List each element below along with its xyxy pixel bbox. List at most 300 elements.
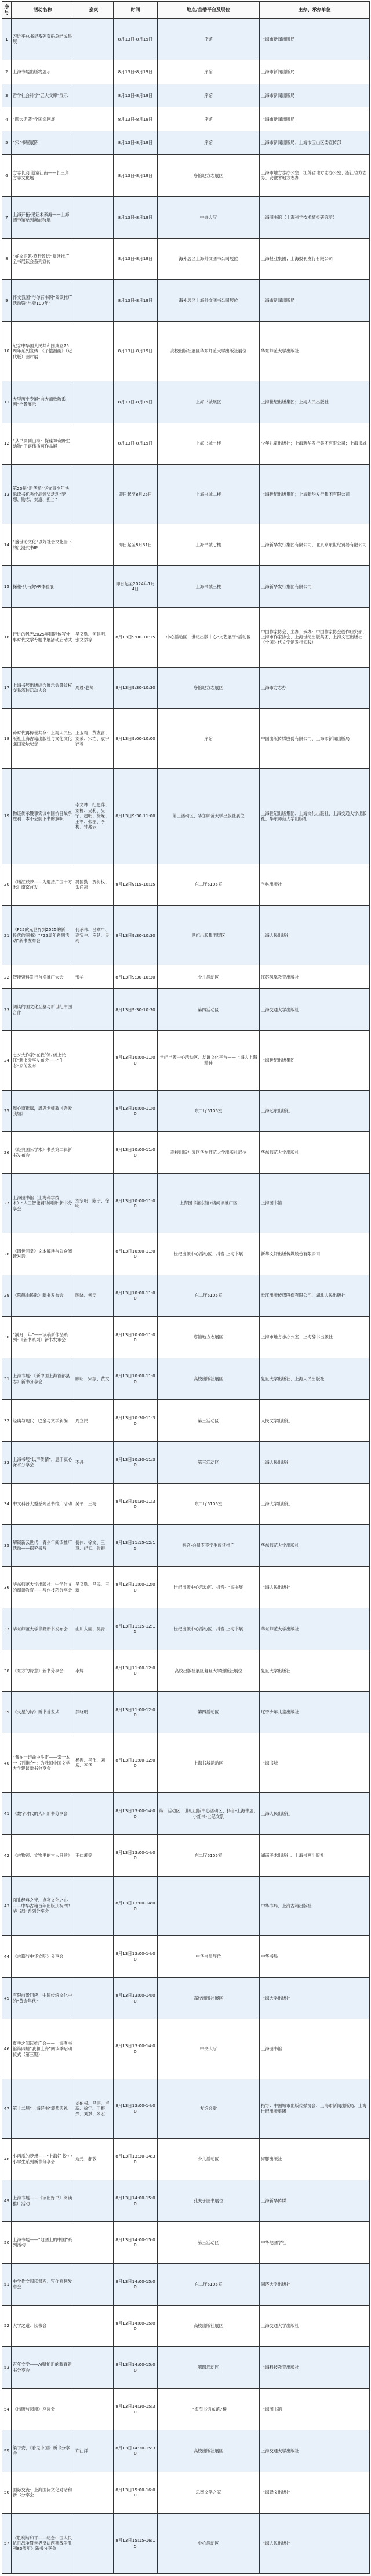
cell-index: 11 xyxy=(2,381,12,423)
cell-time: 8月13日13:00-14:00 xyxy=(114,2079,158,2138)
cell-organizers: 中华书局 xyxy=(260,1936,370,1978)
table-row xyxy=(2,2513,370,2573)
cell-venue: 序馆 xyxy=(158,19,260,60)
cell-venue: 中心活动区、世纪出版中心“文艺展厅”活动区 xyxy=(158,607,260,667)
cell-event-name: “四大名著”全国巡回展 xyxy=(12,107,74,131)
cell-organizers: 上海人民出版社 xyxy=(260,905,370,965)
cell-guests: 吴平、王海 xyxy=(74,1483,114,1525)
cell-time: 8月13日10:00-11:00 xyxy=(114,1090,158,1132)
cell-guests xyxy=(74,2347,114,2389)
cell-venue: 少儿活动区 xyxy=(158,2138,260,2180)
table-row xyxy=(2,2430,370,2472)
table-row xyxy=(2,2263,370,2305)
cell-organizers: 上海书城 xyxy=(260,1733,370,1793)
cell-index: 45 xyxy=(2,1978,12,2019)
cell-organizers: 华东师范大学出版社 xyxy=(260,1525,370,1567)
cell-time: 即日起至8月31日 xyxy=(114,524,158,566)
table-row xyxy=(2,2472,370,2513)
cell-event-name: 周心窗推廓，周思老师教《吾爱我城》 xyxy=(12,1090,74,1132)
cell-time: 8月13日-8月19日 xyxy=(114,107,158,131)
cell-venue: 第一活动区、世纪出版中心活动区、抖音-上海书展、小红书-世纪文景 xyxy=(158,1793,260,1835)
cell-index: 56 xyxy=(2,2472,12,2513)
cell-venue: 第四活动区 xyxy=(158,1691,260,1733)
cell-time: 8月13日10:00-11:00 xyxy=(114,1233,158,1275)
table-row xyxy=(2,196,370,238)
cell-event-name: 《数字时代的人》新书分享会 xyxy=(12,1793,74,1835)
cell-index: 38 xyxy=(2,1650,12,1691)
cell-event-name: 《东方的诗意》新书分享会 xyxy=(12,1650,74,1691)
cell-index: 41 xyxy=(2,1793,12,1835)
cell-organizers: 少年儿童出版社；上海新华发行集团有限公司；上海书城 xyxy=(260,423,370,464)
cell-index: 4 xyxy=(2,107,12,131)
cell-organizers: 上海世纪出版集团 xyxy=(260,1030,370,1090)
cell-time: 8月13日9:30-10:30 xyxy=(114,965,158,989)
cell-guests xyxy=(74,2019,114,2079)
cell-organizers: 上海市新闻出版局 xyxy=(260,280,370,322)
cell-index: 24 xyxy=(2,1030,12,1090)
cell-venue xyxy=(158,1876,260,1936)
cell-event-name: “盛世论文化”以好社会文化当下的沉浸式书IP xyxy=(12,524,74,566)
cell-venue: 第三活动区 xyxy=(158,1400,260,1442)
table-row xyxy=(2,2138,370,2180)
cell-event-name: 上海书展——“地图上的中国”系列活动 xyxy=(12,2222,74,2264)
cell-index: 12 xyxy=(2,423,12,464)
table-row xyxy=(2,524,370,566)
cell-index: 13 xyxy=(2,464,12,524)
cell-guests xyxy=(74,2472,114,2513)
table-row xyxy=(2,2180,370,2222)
table-row xyxy=(2,965,370,989)
cell-venue: 序馆 xyxy=(158,60,260,84)
cell-guests xyxy=(74,2389,114,2430)
cell-venue: 抖音-会员专享学生阅读推广 xyxy=(158,1525,260,1567)
cell-organizers: 上海报业集团；上海报刊发行有限公司 xyxy=(260,238,370,280)
cell-organizers: 中华书局、上海古籍出版社 xyxy=(260,1876,370,1936)
table-row xyxy=(2,1358,370,1400)
cell-time: 8月13日11:00-12:00 xyxy=(114,1567,158,1608)
cell-event-name: 上海书展：《新中国上海首部县志》新书分享会 xyxy=(12,1358,74,1400)
table-row xyxy=(2,607,370,667)
cell-time: 8月13日9:30-11:00 xyxy=(114,769,158,864)
cell-guests: 詹元、郝敬 xyxy=(74,2138,114,2180)
cell-guests: 王玉梅、黄友富、刘荣、宋浩、袁宇泽等 xyxy=(74,709,114,769)
table-row xyxy=(2,905,370,965)
cell-time: 8月13日-8月19日 xyxy=(114,19,158,60)
cell-time: 8月13日10:30-11:30 xyxy=(114,1400,158,1442)
cell-venue: 上海书城七楼 xyxy=(158,524,260,566)
cell-index: 8 xyxy=(2,238,12,280)
cell-event-name: 《经典国际学术》书系第二辑新书发布会 xyxy=(12,1132,74,1174)
cell-guests xyxy=(74,131,114,155)
cell-index: 5 xyxy=(2,131,12,155)
cell-organizers: 江苏凤凰教育出版社 xyxy=(260,965,370,989)
cell-time: 8月13日-8月19日 xyxy=(114,238,158,280)
cell-guests xyxy=(74,1793,114,1835)
cell-event-name: 七夕大作家“在我的时候上长江”新书分享发布会——“生态”家的发布 xyxy=(12,1030,74,1090)
cell-guests: 何承伟、吕章申、高宝生、应延、吴莉 xyxy=(74,905,114,965)
cell-guests: 陈晓、何雯 xyxy=(74,1275,114,1316)
cell-guests: 冯国勤、贾树枚、朱尚惠 xyxy=(74,864,114,905)
table-row xyxy=(2,464,370,524)
cell-time: 8月13日11:15-12:15 xyxy=(114,1525,158,1567)
cell-organizers: 上海世纪出版集团；上海新华发行集团有限公司 xyxy=(260,464,370,524)
cell-time: 8月13日-8月19日 xyxy=(114,131,158,155)
cell-guests xyxy=(74,524,114,566)
cell-index: 23 xyxy=(2,989,12,1031)
cell-event-name: 上海书展“以声传情”，思于真心深水分享会 xyxy=(12,1441,74,1483)
cell-time: 8月13日-8月19日 xyxy=(114,322,158,381)
table-row xyxy=(2,2305,370,2347)
cell-organizers: 长江出版传媒股份有限公司、湖北人民出版社 xyxy=(260,1275,370,1316)
cell-time: 8月13日9:00-10:15 xyxy=(114,607,158,667)
table-row xyxy=(2,1483,370,1525)
cell-guests xyxy=(74,423,114,464)
cell-index: 2 xyxy=(2,60,12,84)
cell-time: 8月13日13:00-14:00 xyxy=(114,1834,158,1876)
cell-time: 8月13日11:00-12:00 xyxy=(114,1650,158,1691)
cell-event-name: 《火星的诗》新书首发式 xyxy=(12,1691,74,1733)
cell-event-name: 面孔经典之光、点亮文化之心——中华古籍百年出版庆祝“中华书局”系列分享会 xyxy=(12,1876,74,1936)
cell-index: 37 xyxy=(2,1608,12,1650)
cell-index: 3 xyxy=(2,84,12,107)
header-index: 序号 xyxy=(2,2,12,19)
cell-event-name: 智能资料发行首发推广大会 xyxy=(12,965,74,989)
cell-organizers: 上海交通大学出版社 xyxy=(260,2305,370,2347)
table-row xyxy=(2,238,370,280)
cell-time: 8月13日10:00-11:00 xyxy=(114,1316,158,1358)
cell-guests xyxy=(74,2305,114,2347)
cell-organizers: 同济大学出版社 xyxy=(260,2263,370,2305)
cell-venue: 高校出版社展区 xyxy=(158,2430,260,2472)
cell-time: 8月13日-8月19日 xyxy=(114,423,158,464)
cell-index: 25 xyxy=(2,1090,12,1132)
cell-organizers: 上海远东出版社 xyxy=(260,1090,370,1132)
cell-organizers: 上海人民出版社 xyxy=(260,1567,370,1608)
table-row xyxy=(2,1978,370,2019)
cell-venue: 东二厅5105室 xyxy=(158,1483,260,1525)
cell-organizers: 上海人民出版社 xyxy=(260,2513,370,2573)
cell-guests xyxy=(74,19,114,60)
cell-time: 8月13日-8月19日 xyxy=(114,381,158,423)
cell-event-name: 华东师范大学书籍新书发布会 xyxy=(12,1608,74,1650)
cell-venue: 中华书局展位 xyxy=(158,1936,260,1978)
cell-time: 8月13日13:00-14:00 xyxy=(114,1793,158,1835)
cell-time: 8月13日10:00-11:00 xyxy=(114,1132,158,1174)
cell-event-name: 《F25欧元世界到2025的新一段代的图书》“F25周年系列活动”新书发布会 xyxy=(12,905,74,965)
cell-organizers: 中华地图学社 xyxy=(260,2222,370,2264)
cell-venue: 序馆 xyxy=(158,131,260,155)
cell-time: 8月13日14:30-15:30 xyxy=(114,2389,158,2430)
cell-index: 55 xyxy=(2,2430,12,2472)
cell-index: 49 xyxy=(2,2180,12,2222)
cell-venue: 序馆 xyxy=(158,709,260,769)
cell-venue: 上海书城三楼 xyxy=(158,566,260,608)
cell-event-name: 《胜利与和平——纪念中国人民抗日战争暨世界反法西斯战争胜利80周年》新书分享会 xyxy=(12,2513,74,2573)
cell-organizers: 指导：中国城市出版传媒协会、上海市新闻出版局、上海世纪出版集团 xyxy=(260,2079,370,2138)
cell-index: 10 xyxy=(2,322,12,381)
cell-guests xyxy=(74,155,114,197)
cell-venue: 世纪出版中心活动区、抖音-上海书展 xyxy=(158,1567,260,1608)
cell-organizers: 上海世纪出版集团；上海人民出版社 xyxy=(260,381,370,423)
cell-event-name: 百年文学——AI赋能新的教育新书分享会 xyxy=(12,2347,74,2389)
table-row xyxy=(2,2019,370,2079)
cell-guests xyxy=(74,280,114,322)
cell-organizers: 复旦大学出版社 xyxy=(260,1650,370,1691)
cell-index: 27 xyxy=(2,1174,12,1233)
cell-guests: 李辉 xyxy=(74,1650,114,1691)
cell-guests xyxy=(74,2222,114,2264)
cell-guests: 李丹 xyxy=(74,1441,114,1483)
cell-event-name: 纪念中华国人民共和国成立75周年系列宣传：《子恺漫画》（近代版）图片展 xyxy=(12,322,74,381)
cell-index: 29 xyxy=(2,1275,12,1316)
cell-guests xyxy=(74,2180,114,2222)
cell-venue: 序馆地方志展区 xyxy=(158,155,260,197)
cell-index: 32 xyxy=(2,1400,12,1442)
cell-venue: 上海书城活动区 xyxy=(158,1733,260,1793)
cell-time: 即日起至2024年1月4日 xyxy=(114,566,158,608)
cell-time: 8月13日10:00-11:00 xyxy=(114,1174,158,1233)
cell-time: 8月13日14:00-15:00 xyxy=(114,2347,158,2389)
cell-venue: 海外展区上海外文图书公司展位 xyxy=(158,238,260,280)
cell-event-name: 国际交流：上海国际文化对话和新书分享会 xyxy=(12,2472,74,2513)
cell-event-name: 方志长河 巡览江南——长三角方志文化展 xyxy=(12,155,74,197)
cell-index: 57 xyxy=(2,2513,12,2573)
cell-venue: 上海图书馆东馆7楼阅读推广区 xyxy=(158,1174,260,1233)
cell-event-name: “我在一切命中注定——亲一本一书刊推介”：为我国中国文学大学建议新书分享会 xyxy=(12,1733,74,1793)
cell-time: 8月13日13:00-14:00 xyxy=(114,1978,158,2019)
cell-guests: 山川入画、吴青 xyxy=(74,1608,114,1650)
cell-index: 35 xyxy=(2,1525,12,1567)
cell-organizers: 上海市新闻出版局 xyxy=(260,107,370,131)
cell-event-name: 大学之道：读书会 xyxy=(12,2305,74,2347)
cell-venue: 序馆 xyxy=(158,107,260,131)
cell-guests xyxy=(74,1132,114,1174)
cell-guests: 周立民 xyxy=(74,1400,114,1442)
cell-guests xyxy=(74,238,114,280)
table-row xyxy=(2,667,370,709)
cell-guests xyxy=(74,1233,114,1275)
cell-guests xyxy=(74,322,114,381)
cell-event-name: 夏季之阅读推广会——上海图书馆第四届“我和上海”阅读季启动仪式（第三期） xyxy=(12,2019,74,2079)
cell-organizers: 上海图书馆 xyxy=(260,1174,370,1233)
cell-guests: 罗晓明 xyxy=(74,1691,114,1733)
cell-event-name: “宋”书屋展陈 xyxy=(12,131,74,155)
cell-guests: 吴义勤、马民、王新 xyxy=(74,1567,114,1608)
cell-event-name: “从书页到山海：探秘神奇野生动物”王嘉伟插画作品展 xyxy=(12,423,74,464)
cell-organizers: 海豚出版社 xyxy=(260,2138,370,2180)
cell-event-name: 第20届“新华杯”华文青少年快乐读书优秀作品颁奖活动“梦想、励志、贫道、担当” xyxy=(12,464,74,524)
cell-guests xyxy=(74,989,114,1031)
cell-event-name: 《古物颂：文物里的古人日常》 xyxy=(12,1834,74,1876)
cell-guests: 王仁湘等 xyxy=(74,1834,114,1876)
cell-guests xyxy=(74,1090,114,1132)
cell-event-name: 大型历史专展“向大师致敬系列”全景展示 xyxy=(12,381,74,423)
cell-event-name: 跨时代再传世共存：上海人民出版社上海古籍出版社与文化文化强国论坛纪念 xyxy=(12,709,74,769)
table-row xyxy=(2,1650,370,1691)
cell-time: 8月13日10:00-11:00 xyxy=(114,1275,158,1316)
table-row xyxy=(2,84,370,107)
cell-index: 1 xyxy=(2,19,12,60)
table-row xyxy=(2,2347,370,2389)
cell-organizers: 上海世纪出版集团、上海文化出版社、上海交通大学出版社、华东师范大学出版社 xyxy=(260,769,370,864)
cell-guests: 李文林、纪思萍、刘柳、吴莉、吴宇、赵明、徐嵘、王军、张丽、李梅、钟兆云 xyxy=(74,769,114,864)
cell-event-name: 《四世同堂》文本解读与公众阅读对话 xyxy=(12,1233,74,1275)
cell-organizers: 上海译文出版社 xyxy=(260,2472,370,2513)
cell-index: 16 xyxy=(2,607,12,667)
cell-venue: 海外展区上海外文图书公司展位 xyxy=(158,280,260,322)
cell-organizers: 上海市新闻出版局 xyxy=(260,19,370,60)
cell-index: 44 xyxy=(2,1936,12,1978)
cell-index: 20 xyxy=(2,864,12,905)
cell-time: 8月13日-8月19日 xyxy=(114,60,158,84)
cell-index: 14 xyxy=(2,524,12,566)
cell-organizers: 中国作家协会、主办、承办：中国作家协会创作研究部、上海市作家协会、上海世纪出版集团、上海文艺出版社（全国时代文学馆发行实践） xyxy=(260,607,370,667)
cell-guests xyxy=(74,196,114,238)
cell-organizers: 上海新华发行集团有限公司；北京京东世纪贸易有限公司 xyxy=(260,524,370,566)
cell-index: 43 xyxy=(2,1876,12,1936)
cell-guests xyxy=(74,2263,114,2305)
cell-venue: 上海书城七楼 xyxy=(158,423,260,464)
table-row xyxy=(2,1400,370,1442)
table-row xyxy=(2,1030,370,1090)
cell-index: 53 xyxy=(2,2347,12,2389)
cell-organizers: 上海科技教育出版社 xyxy=(260,2347,370,2389)
table-row xyxy=(2,1733,370,1793)
cell-index: 48 xyxy=(2,2138,12,2180)
cell-venue: 孔夫子图书展位 xyxy=(158,2180,260,2222)
cell-guests: 吴义勤、何建明、张文斌等 xyxy=(74,607,114,667)
cell-venue: 世纪出版集团展区 xyxy=(158,905,260,965)
cell-index: 18 xyxy=(2,709,12,769)
cell-guests: 倪伟、徐文、王慧、纪实、张振 xyxy=(74,1525,114,1567)
cell-index: 39 xyxy=(2,1691,12,1733)
table-row xyxy=(2,2389,370,2430)
table-header-row xyxy=(2,2,370,19)
table-row xyxy=(2,1275,370,1316)
cell-event-name: 第十二届“上海好书”颁奖典礼 xyxy=(12,2079,74,2138)
cell-event-name: 行进的风光2025年国际传写外事时代文学专题书展活动启动式 xyxy=(12,607,74,667)
cell-index: 36 xyxy=(2,1567,12,1608)
cell-event-name: 哲学社会科学“五大文库”展示 xyxy=(12,84,74,107)
cell-guests: 许汪洋 xyxy=(74,2430,114,2472)
cell-venue: 东二厅5105室 xyxy=(158,1090,260,1132)
cell-venue: 第三活动区 xyxy=(158,2222,260,2264)
cell-guests xyxy=(74,464,114,524)
cell-venue: 上海书城展区 xyxy=(158,381,260,423)
cell-venue: 高校出版社展区复旦大学出版社展位 xyxy=(158,1650,260,1691)
cell-guests: 刘伯根、马宗、卢新、徐宁、于振兴、刘斌、米宏 xyxy=(74,2079,114,2138)
cell-venue: 第三活动区、华东师范大学出版社展位 xyxy=(158,769,260,864)
cell-venue: 世纪出版中心活动区、抖音-上海书展 xyxy=(158,1233,260,1275)
cell-index: 30 xyxy=(2,1316,12,1358)
cell-guests: 顾明、宋振、黄文 xyxy=(74,1358,114,1400)
cell-guests: 刘宗明、陈宇、徐明 xyxy=(74,1174,114,1233)
cell-guests xyxy=(74,1936,114,1978)
cell-event-name: 解锁新云世代：青少年阅读推广活动——探究书写 xyxy=(12,1525,74,1567)
cell-venue: 高校出版社展区 xyxy=(158,1358,260,1400)
cell-guests: 张华 xyxy=(74,965,114,989)
cell-index: 21 xyxy=(2,905,12,965)
cell-time: 8月13日13:30-14:30 xyxy=(114,2138,158,2180)
cell-index: 19 xyxy=(2,769,12,864)
cell-time: 8月13日14:00-15:00 xyxy=(114,2263,158,2305)
header-venue: 地点/直播平台及展位 xyxy=(158,2,260,19)
cell-time: 8月13日9:30-10:30 xyxy=(114,989,158,1031)
cell-index: 50 xyxy=(2,2222,12,2264)
cell-time: 8月13日-8月19日 xyxy=(114,84,158,107)
table-row xyxy=(2,19,370,60)
cell-organizers: 新华文轩出版传媒股份有限公司 xyxy=(260,1233,370,1275)
cell-organizers: 上海新华传媒 xyxy=(260,2180,370,2222)
cell-index: 22 xyxy=(2,965,12,989)
cell-time: 8月13日13:00-14:00 xyxy=(114,1876,158,1936)
cell-event-name: 上海书展出版综合展示会暨版权交易流转活动大会 xyxy=(12,667,74,709)
cell-event-name: 《诺江跃梦——为迎接广国十万米》南京首发 xyxy=(12,864,74,905)
cell-venue: 第四活动区 xyxy=(158,2347,260,2389)
cell-venue: 友谊会堂 xyxy=(158,2079,260,2138)
table-row xyxy=(2,1936,370,1978)
cell-time: 8月13日13:00-14:00 xyxy=(114,2019,158,2079)
cell-organizers: 上海交通大学出版社 xyxy=(260,2430,370,2472)
cell-time: 8月13日15:00-16:00 xyxy=(114,2472,158,2513)
cell-organizers: 湖南美术出版社、上海书画出版社 xyxy=(260,1834,370,1876)
cell-time: 8月13日14:00-15:00 xyxy=(114,2180,158,2222)
table-row xyxy=(2,1525,370,1567)
cell-guests: 周晨·老师 xyxy=(74,667,114,709)
cell-time: 8月13日11:00-12:00 xyxy=(114,1733,158,1793)
table-row xyxy=(2,1316,370,1358)
cell-index: 34 xyxy=(2,1483,12,1525)
cell-time: 8月13日10:30-11:30 xyxy=(114,1441,158,1483)
header-time: 时间 xyxy=(114,2,158,19)
cell-event-name: 小西瓜的梦想——“上海好书”中小学生系列新书分享会 xyxy=(12,2138,74,2180)
cell-index: 15 xyxy=(2,566,12,608)
cell-venue: 上海图书馆东馆7楼 xyxy=(158,2389,260,2430)
cell-organizers: 复旦大学出版社、上海人民出版社 xyxy=(260,1358,370,1400)
cell-event-name: 中文科普大型系列丛书推广活动 xyxy=(12,1483,74,1525)
table-row xyxy=(2,1691,370,1733)
cell-organizers: 上海人民出版社 xyxy=(260,1441,370,1483)
cell-organizers: 学林出版社 xyxy=(260,864,370,905)
table-row xyxy=(2,322,370,381)
cell-event-name: 梁子安，《看见中国》新书分享会 xyxy=(12,2430,74,2472)
table-row xyxy=(2,1793,370,1835)
cell-index: 46 xyxy=(2,2019,12,2079)
cell-venue: 高校出版社展区华东师范大学出版社展位 xyxy=(158,322,260,381)
cell-event-name: 探秘·典马黄VR体验展 xyxy=(12,566,74,608)
cell-organizers: 华东师范大学出版社 xyxy=(260,322,370,381)
cell-event-name: 上海开拓·见证未来海——上海图书馆系列藏品特展 xyxy=(12,196,74,238)
table-row xyxy=(2,2222,370,2264)
cell-event-name: 经典与现代：巴金与文学新编 xyxy=(12,1400,74,1442)
cell-time: 8月13日11:00-12:00 xyxy=(114,1691,158,1733)
cell-event-name: “好文正乾·笃行致远”阅读推广全书展读会系列宣传 xyxy=(12,238,74,280)
table-row xyxy=(2,566,370,608)
cell-organizers: 中国出版传媒股份有限公司、上海市新闻出版局 xyxy=(260,709,370,769)
cell-event-name: 阅读的国文化互鉴与新世纪中国合作 xyxy=(12,989,74,1031)
cell-index: 40 xyxy=(2,1733,12,1793)
cell-venue: 序馆地方志展区 xyxy=(158,667,260,709)
cell-index: 51 xyxy=(2,2263,12,2305)
cell-time: 8月13日10:30-11:30 xyxy=(114,1483,158,1525)
table-row xyxy=(2,2079,370,2138)
cell-organizers: 上海图书馆（上海科学技术情报研究所） xyxy=(260,196,370,238)
cell-event-name: 《陈鹤山民歌》新书发布会 xyxy=(12,1275,74,1316)
cell-organizers: 上海市方志办 xyxy=(260,667,370,709)
cell-time: 8月13日15:15-16:15 xyxy=(114,2513,158,2573)
cell-venue: 序馆 xyxy=(158,84,260,107)
cell-venue: 中心活动区 xyxy=(158,2513,260,2573)
